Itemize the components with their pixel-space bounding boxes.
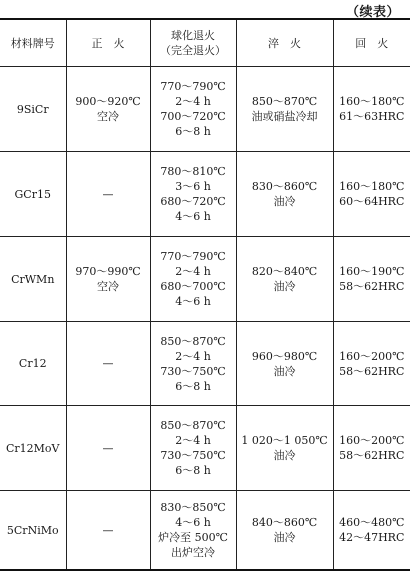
cell-line: 油冷 (237, 194, 333, 209)
cell-line: 2～4 h (151, 349, 236, 364)
continued-label: （续表） (346, 1, 400, 20)
cell-line: 60～64HRC (334, 194, 410, 209)
cell-line: 1 020～1 050℃ (237, 433, 333, 448)
cell-line: 3～6 h (151, 179, 236, 194)
cell-line: 820～840℃ (237, 264, 333, 279)
cell-line: 160～180℃ (334, 179, 410, 194)
cell-line: 850～870℃ (151, 334, 236, 349)
cell-line: 960～980℃ (237, 349, 333, 364)
tempering-cell (333, 491, 410, 571)
cell-line: 油冷 (237, 530, 333, 545)
header-tempering: 回 火 (333, 19, 410, 67)
tempering-cell (333, 406, 410, 491)
header-quenching: 淬 火 (236, 19, 333, 67)
tempering-cell (333, 152, 410, 237)
cell-line: 空冷 (67, 279, 150, 294)
quenching-cell (236, 67, 333, 152)
material-cell: 5CrNiMo (0, 491, 66, 571)
cell-line: 42～47HRC (334, 530, 410, 545)
annealing-cell (150, 237, 236, 322)
cell-line: 油冷 (237, 448, 333, 463)
cell-line: 900～920℃ (67, 94, 150, 109)
table-row (0, 237, 410, 322)
header-material: 材料牌号 (0, 19, 66, 67)
material-cell: 9SiCr (0, 67, 66, 152)
cell-line: 58～62HRC (334, 364, 410, 379)
cell-line: 970～990℃ (67, 264, 150, 279)
quenching-cell (236, 237, 333, 322)
cell-line: 160～200℃ (334, 349, 410, 364)
normalizing-cell (66, 67, 150, 152)
quenching-cell (236, 322, 333, 406)
cell-line: 160～200℃ (334, 433, 410, 448)
material-cell: CrWMn (0, 237, 66, 322)
cell-line: — (67, 523, 150, 538)
table-row (0, 406, 410, 491)
cell-line: 780～810℃ (151, 164, 236, 179)
cell-line: 680～700℃ (151, 279, 236, 294)
quenching-cell (236, 152, 333, 237)
header-row (0, 19, 410, 67)
quenching-cell (236, 491, 333, 571)
cell-line: 830～860℃ (237, 179, 333, 194)
annealing-cell (150, 152, 236, 237)
cell-line: 58～62HRC (334, 448, 410, 463)
cell-line: 850～870℃ (151, 418, 236, 433)
cell-line: 160～190℃ (334, 264, 410, 279)
material-cell: Cr12MoV (0, 406, 66, 491)
cell-line: 油冷 (237, 279, 333, 294)
cell-line: 2～4 h (151, 433, 236, 448)
cell-line: 730～750℃ (151, 364, 236, 379)
cell-line: — (67, 441, 150, 456)
table-row (0, 67, 410, 152)
header-line: 球化退火 (151, 28, 236, 43)
header-annealing (150, 19, 236, 67)
cell-line: 4～6 h (151, 515, 236, 530)
cell-line: 850～870℃ (237, 94, 333, 109)
annealing-cell (150, 322, 236, 406)
normalizing-cell (66, 491, 150, 571)
cell-line: 出炉空冷 (151, 545, 236, 560)
material-cell: GCr15 (0, 152, 66, 237)
cell-line: 6～8 h (151, 463, 236, 478)
cell-line: 460～480℃ (334, 515, 410, 530)
cell-line: 700～720℃ (151, 109, 236, 124)
cell-line: 6～8 h (151, 124, 236, 139)
tempering-cell (333, 67, 410, 152)
cell-line: 680～720℃ (151, 194, 236, 209)
table-row (0, 491, 410, 571)
cell-line: 炉冷至 500℃ (151, 530, 236, 545)
annealing-cell (150, 491, 236, 571)
cell-line: 840～860℃ (237, 515, 333, 530)
tempering-cell (333, 237, 410, 322)
cell-line: — (67, 356, 150, 371)
cell-line: 6～8 h (151, 379, 236, 394)
cell-line: — (67, 187, 150, 202)
annealing-cell (150, 67, 236, 152)
cell-line: 61～63HRC (334, 109, 410, 124)
annealing-cell (150, 406, 236, 491)
material-cell: Cr12 (0, 322, 66, 406)
normalizing-cell (66, 237, 150, 322)
table-row (0, 152, 410, 237)
heat-treatment-table (0, 18, 410, 571)
normalizing-cell (66, 322, 150, 406)
cell-line: 770～790℃ (151, 249, 236, 264)
quenching-cell (236, 406, 333, 491)
cell-line: 油或硝盐冷却 (237, 109, 333, 124)
tempering-cell (333, 322, 410, 406)
cell-line: 2～4 h (151, 264, 236, 279)
cell-line: 2～4 h (151, 94, 236, 109)
cell-line: 空冷 (67, 109, 150, 124)
cell-line: 4～6 h (151, 294, 236, 309)
table-row (0, 322, 410, 406)
cell-line: 58～62HRC (334, 279, 410, 294)
normalizing-cell (66, 406, 150, 491)
normalizing-cell (66, 152, 150, 237)
cell-line: 730～750℃ (151, 448, 236, 463)
cell-line: 油冷 (237, 364, 333, 379)
header-normalizing: 正 火 (66, 19, 150, 67)
header-line: （完全退火） (151, 43, 236, 58)
cell-line: 830～850℃ (151, 500, 236, 515)
cell-line: 160～180℃ (334, 94, 410, 109)
cell-line: 4～6 h (151, 209, 236, 224)
cell-line: 770～790℃ (151, 79, 236, 94)
